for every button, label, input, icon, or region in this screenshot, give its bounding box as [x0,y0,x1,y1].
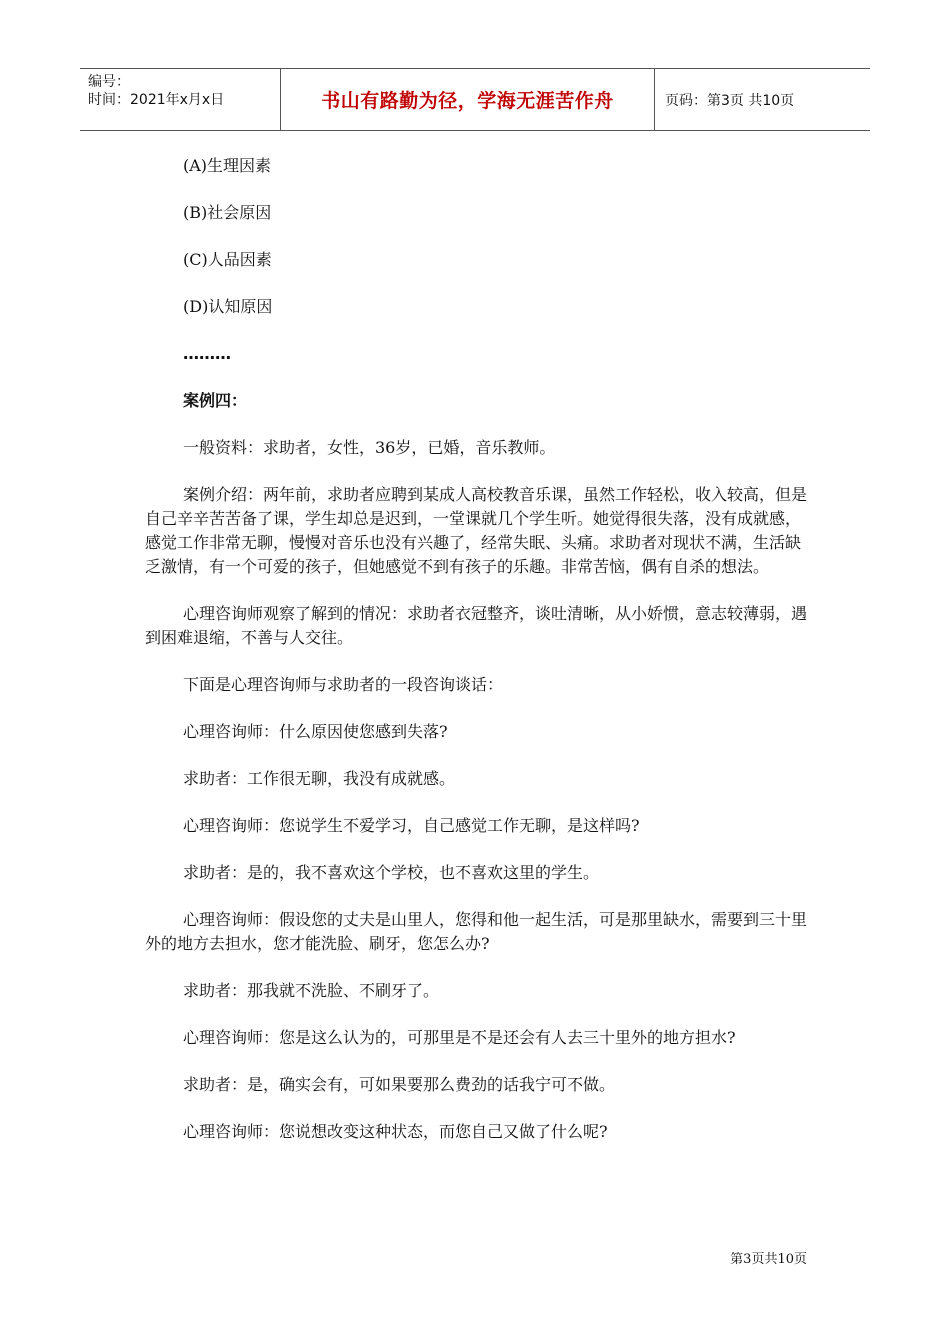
document-body [145,154,810,1144]
dialogue-line: 求助者：工作很无聊，我没有成就感。 [183,769,456,788]
page-footer: 第3页共10页 [730,1252,807,1267]
dialogue-line: 求助者：是的，我不喜欢这个学校，也不喜欢这里的学生。 [183,863,600,882]
case-title: 案例四： [183,391,248,410]
header-page-label: 页码：第3页 共10页 [665,92,795,109]
page-header [80,68,870,131]
dialogue-line: 心理咨询师：什么原因使您感到失落? [183,722,448,741]
ellipsis: ……… [183,344,231,363]
observation-paragraph: 心理咨询师观察了解到的情况：求助者衣冠整齐，谈吐清晰，从小娇惯，意志较薄弱，遇到困难退缩，不善与人交往。 [145,604,808,647]
dialogue-line: 心理咨询师：您是这么认为的，可那里是不是还会有人去三十里外的地方担水? [183,1028,736,1047]
general-info-paragraph: 一般资料：求助者，女性，36岁，已婚，音乐教师。 [183,438,556,457]
option-d: (D)认知原因 [183,297,273,316]
dialogue-line: 心理咨询师：您说学生不爱学习，自己感觉工作无聊，是这样吗? [183,816,640,835]
dialogue-line: 心理咨询师：您说想改变这种状态，而您自己又做了什么呢? [183,1122,608,1141]
dialogue-line: 心理咨询师：假设您的丈夫是山里人，您得和他一起生活，可是那里缺水，需要到三十里外的地方去担水，您才能洗脸、刷牙，您怎么办? [145,910,808,953]
header-motto: 书山有路勤为径，学海无涯苦作舟 [321,90,614,112]
document-date-label: 时间：2021年x月x日 [88,92,225,108]
document-number-label: 编号： [88,74,130,90]
dialogue-line: 求助者：是，确实会有，可如果要那么费劲的话我宁可不做。 [183,1075,616,1094]
option-a: (A)生理因素 [183,156,272,175]
dialogue-intro: 下面是心理咨询师与求助者的一段咨询谈话： [183,675,504,694]
option-b: (B)社会原因 [183,203,272,222]
option-c: (C)人品因素 [183,250,272,269]
header-motto-cell [281,69,655,130]
dialogue-line: 求助者：那我就不洗脸、不刷牙了。 [183,981,440,1000]
case-intro-paragraph: 案例介绍：两年前，求助者应聘到某成人高校教音乐课，虽然工作轻松，收入较高，但是自己辛辛苦苦备了课，学生却总是迟到，一堂课就几个学生听。她觉得很失落，没有成就感，感觉工作非常无聊，慢慢对音乐也没有兴趣了，经常失眠、头痛。求助者对现状不满，生活缺乏激情，有一个可爱的孩子，但她感觉不到有孩子的乐趣。非常苦恼，偶有自杀的想法。 [145,485,808,576]
header-page-cell [655,69,870,130]
header-info-cell [80,69,281,130]
